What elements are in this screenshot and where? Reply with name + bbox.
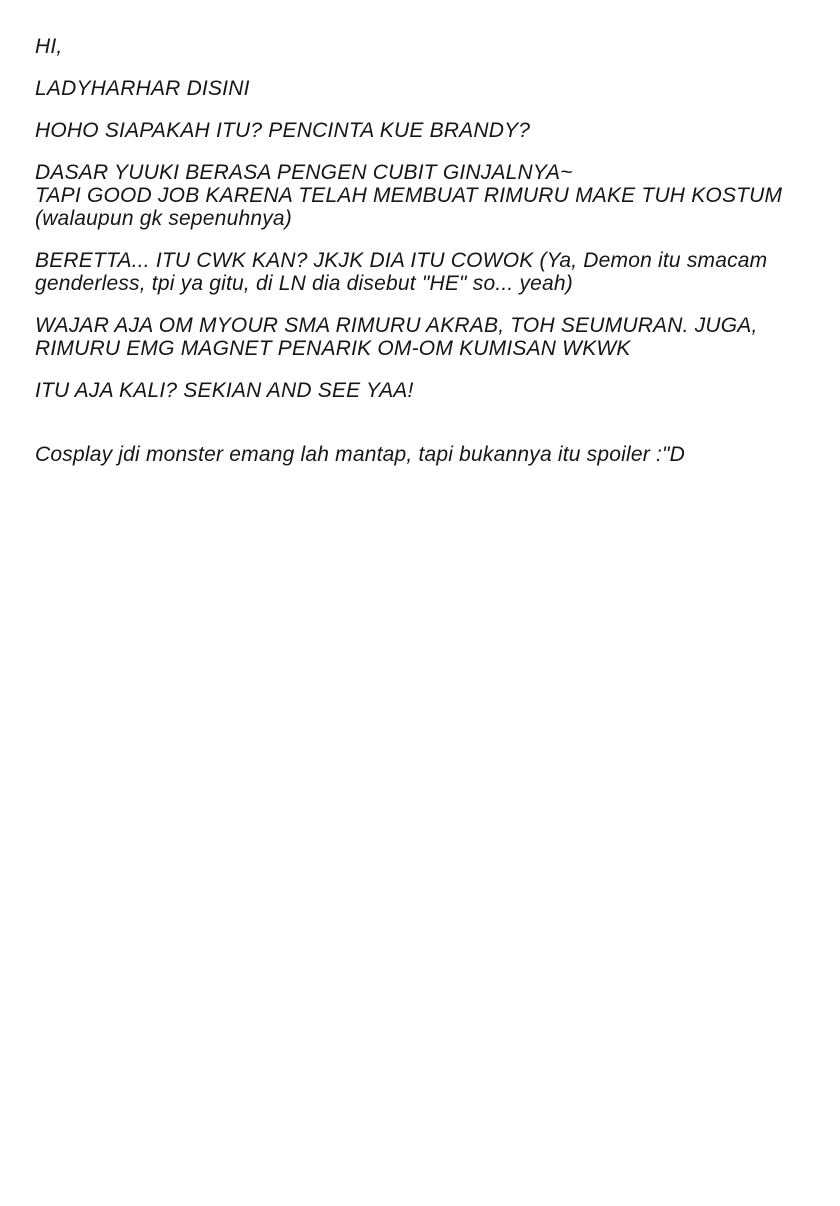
paragraph-rimuru-comment (35, 314, 810, 360)
text-line: DASAR YUUKI BERASA PENGEN CUBIT GINJALNYA~ (35, 161, 573, 184)
text-line: Cosplay jdi monster emang lah mantap, tapi bukannya itu spoiler :"D (35, 443, 686, 466)
paragraph-closing (35, 379, 810, 402)
text-line: RIMURU EMG MAGNET PENARIK OM-OM KUMISAN WKWK (35, 337, 631, 360)
text-line: LADYHARHAR DISINI (35, 77, 250, 100)
text-line: (walaupun gk sepenuhnya) (35, 207, 292, 230)
text-line: BERETTA... ITU CWK KAN? JKJK DIA ITU COWOK (Ya, Demon itu smacam (35, 249, 768, 272)
text-line: WAJAR AJA OM MYOUR SMA RIMURU AKRAB, TOH SEUMURAN. JUGA, (35, 314, 758, 337)
text-line: TAPI GOOD JOB KARENA TELAH MEMBUAT RIMURU MAKE TUH KOSTUM (35, 184, 783, 207)
paragraph-footnote (35, 443, 810, 466)
text-line: ITU AJA KALI? SEKIAN AND SEE YAA! (35, 379, 414, 402)
paragraph-yuuki-comment (35, 161, 810, 230)
paragraph-greeting (35, 35, 810, 58)
text-line: HI, (35, 35, 63, 58)
paragraph-author-intro (35, 77, 810, 100)
paragraph-beretta-comment (35, 249, 810, 295)
text-line: genderless, tpi ya gitu, di LN dia disebut "HE" so... yeah) (35, 272, 573, 295)
text-line: HOHO SIAPAKAH ITU? PENCINTA KUE BRANDY? (35, 119, 531, 142)
paragraph-question (35, 119, 810, 142)
